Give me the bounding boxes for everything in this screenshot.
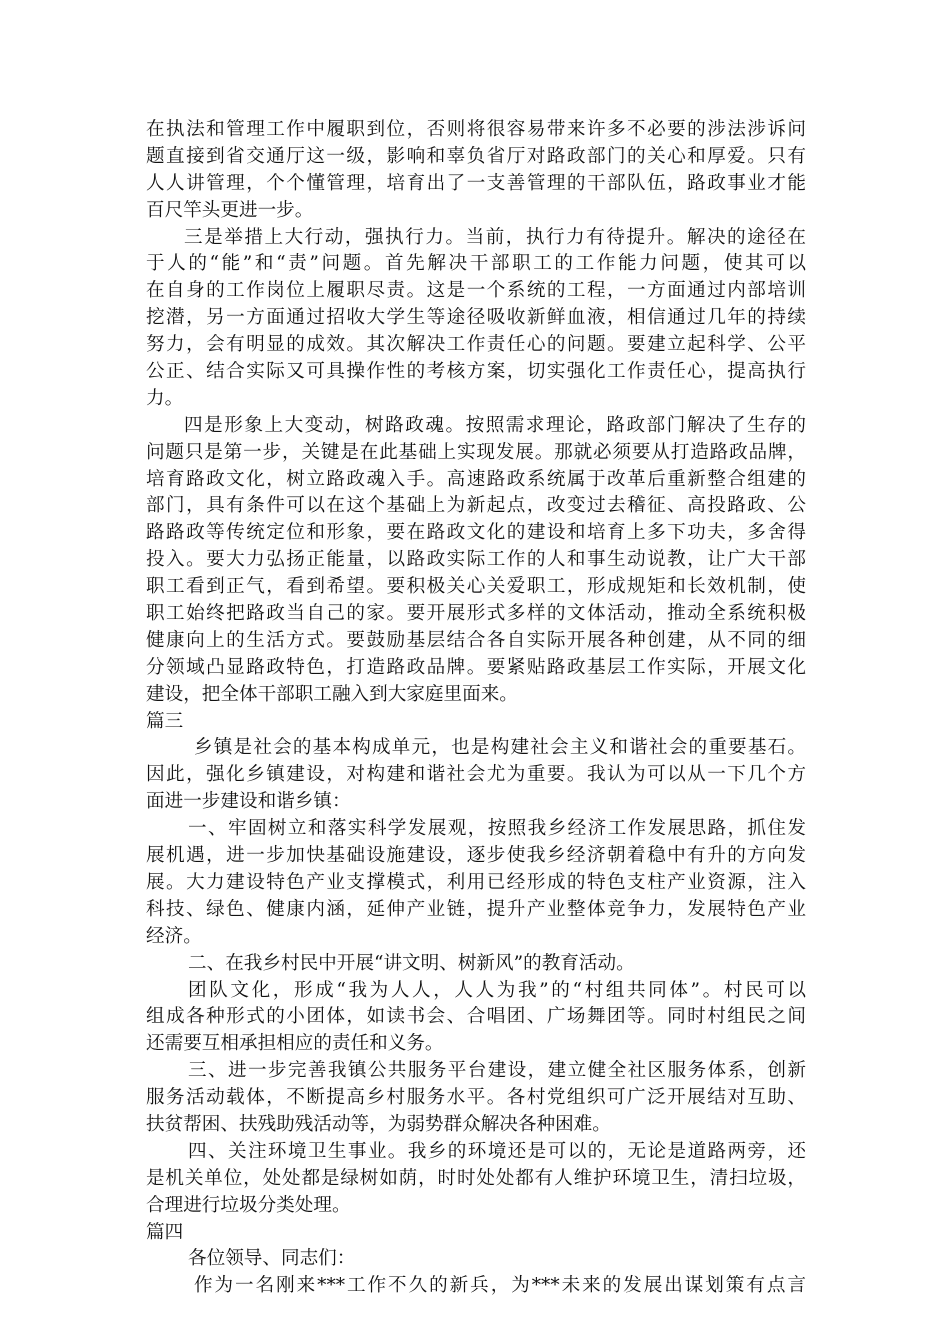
section-heading: 篇四 (146, 1221, 184, 1243)
text-line: 组成各种形式的小团体，如读书会、合唱团、广场舞团等。同时村组民之间 (146, 1006, 806, 1028)
text-line: 分领域凸显路政特色，打造路政品牌。要紧贴路政基层工作实际，开展文化 (146, 656, 806, 678)
text-line: 扶贫帮困、扶残助残活动等，为弱势群众解决各种困难。 (146, 1113, 611, 1135)
document-body (146, 117, 806, 1300)
text-line: 问题只是第一步，关键是在此基础上实现发展。那就必须要从打造路政品牌， (146, 441, 806, 463)
paragraph-first-line: 乡镇是社会的基本构成单元，也是构建社会主义和谐社会的重要基石。 (194, 737, 806, 759)
paragraph-first-line: 四、关注环境卫生事业。我乡的环境还是可以的，无论是道路两旁，还 (188, 1140, 806, 1162)
text-line: 力。 (146, 387, 184, 409)
text-line: 因此，强化乡镇建设，对构建和谐社会尤为重要。我认为可以从一下几个方 (146, 764, 806, 786)
text-line: 在执法和管理工作中履职到位，否则将很容易带来许多不必要的涉法涉诉问 (146, 119, 806, 140)
text-line: 展。大力建设特色产业支撑模式，利用已经形成的特色支柱产业资源，注入 (146, 871, 806, 893)
text-line: 面进一步建设和谐乡镇： (146, 791, 351, 813)
paragraph-first-line: 三、进一步完善我镇公共服务平台建设，建立健全社区服务体系，创新 (188, 1060, 806, 1082)
text-line: 合理进行垃圾分类处理。 (146, 1194, 351, 1216)
text-line: 挖潜，另一方面通过招收大学生等途径吸收新鲜血液，相信通过几年的持续 (146, 307, 806, 329)
salutation: 各位领导、同志们： (188, 1248, 356, 1270)
text-line: 百尺竿头更进一步。 (146, 199, 314, 221)
text-line: 题直接到省交通厅这一级，影响和辜负省厅对路政部门的关心和厚爱。只有 (146, 145, 806, 167)
text-line: 努力，会有明显的成效。其次解决工作责任心的问题。要建立起科学、公平 (146, 334, 806, 356)
text-line: 人人讲管理，个个懂管理，培育出了一支善管理的干部队伍，路政事业才能 (146, 172, 806, 194)
text-line: 建设，把全体干部职工融入到大家庭里面来。 (146, 683, 518, 705)
section-heading: 篇三 (146, 710, 184, 732)
text-line: 还需要互相承担相应的责任和义务。 (146, 1033, 444, 1055)
text-line: 投入。要大力弘扬正能量，以路政实际工作的人和事生动说教，让广大干部 (146, 549, 806, 571)
text-line: 职工看到正气，看到希望。要积极关心关爱职工，形成规矩和长效机制，使 (146, 576, 806, 598)
text-line: 部门，具有条件可以在这个基础上为新起点，改变过去稽征、高投路政、公 (146, 495, 806, 517)
paragraph-first-line: 三是举措上大行动，强执行力。当前，执行力有待提升。解决的途径在 (184, 226, 806, 248)
text-line: 路路政等传统定位和形象，要在路政文化的建设和培育上多下功夫，多舍得 (146, 522, 806, 544)
text-line: 公正、结合实际又可具操作性的考核方案，切实强化工作责任心，提高执行 (146, 361, 806, 383)
text-line: 培育路政文化，树立路政魂入手。高速路政系统属于改革后重新整合组建的 (146, 468, 806, 490)
text-line: 科技、绿色、健康内涵，延伸产业链，提升产业整体竞争力，发展特色产业 (146, 898, 806, 920)
paragraph-first-line: 二、在我乡村民中开展“讲文明、树新风”的教育活动。 (188, 952, 635, 974)
text-line: 展机遇，进一步加快基础设施建设，逐步使我乡经济朝着稳中有升的方向发 (146, 845, 806, 867)
text-line: 服务活动载体，不断提高乡村服务水平。各村党组织可广泛开展结对互助、 (146, 1087, 806, 1109)
text-line: 经济。 (146, 925, 202, 947)
text-line: 于人的“能”和“责”问题。首先解决干部职工的工作能力问题，使其可以 (146, 253, 806, 275)
paragraph-first-line: 一、牢固树立和落实科学发展观，按照我乡经济工作发展思路，抓住发 (188, 818, 806, 840)
text-line: 在自身的工作岗位上履职尽责。这是一个系统的工程，一方面通过内部培训 (146, 280, 806, 302)
paragraph-first-line: 作为一名刚来***工作不久的新兵，为***未来的发展出谋划策有点言 (194, 1275, 806, 1297)
text-line: 职工始终把路政当自己的家。要开展形式多样的文体活动，推动全系统积极 (146, 603, 806, 625)
text-line: 是机关单位，处处都是绿树如荫，时时处处都有人维护环境卫生，清扫垃圾， (146, 1167, 806, 1189)
paragraph-first-line: 四是形象上大变动，树路政魂。按照需求理论，路政部门解决了生存的 (184, 414, 806, 436)
paragraph-first-line: 团队文化，形成“我为人人，人人为我”的“村组共同体”。村民可以 (188, 979, 806, 1001)
text-line: 健康向上的生活方式。要鼓励基层结合各自实际开展各种创建，从不同的细 (146, 629, 806, 651)
